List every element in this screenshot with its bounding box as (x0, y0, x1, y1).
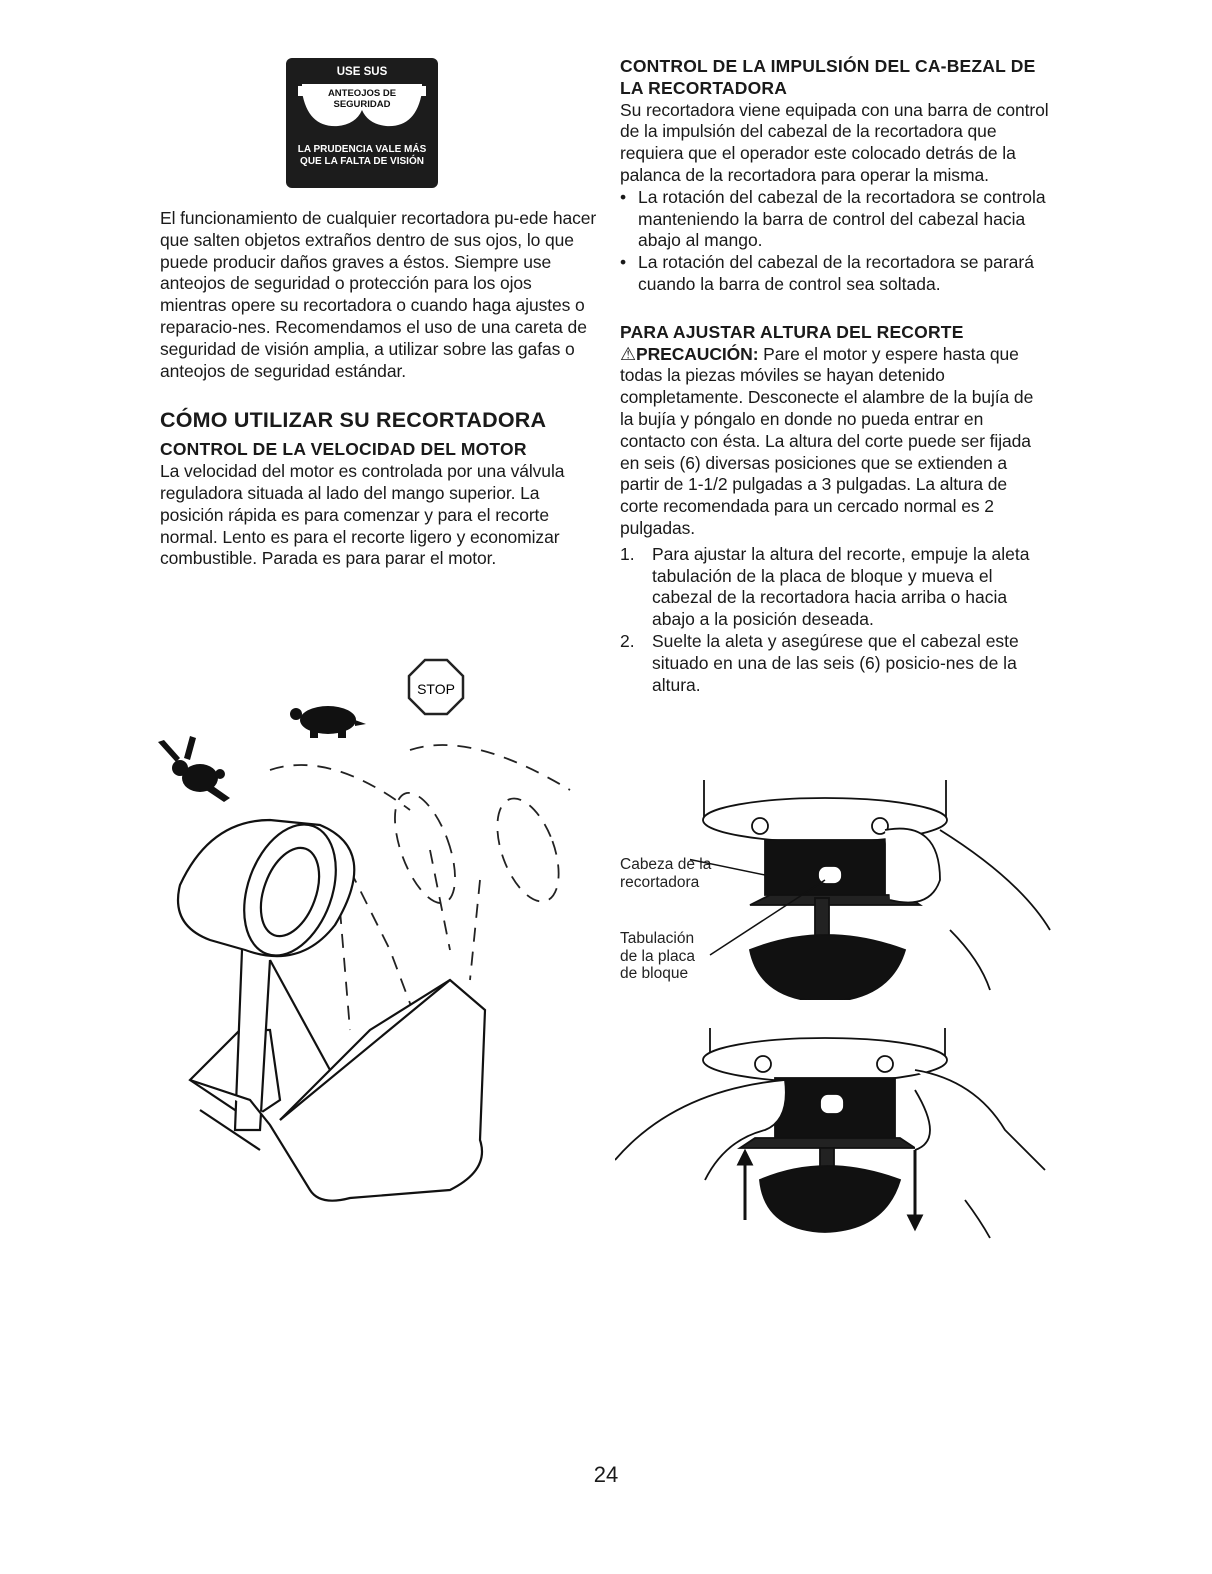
list-item: 2. Suelte la aleta y asegúrese que el cabezal este situado en una de las seis (6) posicio-nes de la altura. (620, 630, 1019, 695)
warning-triangle-icon: ⚠ (620, 343, 637, 364)
how-to-use-heading: CÓMO UTILIZAR SU RECORTADORA (160, 408, 547, 433)
badge-bottom-text: LA PRUDENCIA VALE MÁS QUE LA FALTA DE VISIÓN (297, 144, 427, 167)
drive-control-bullets (620, 187, 1050, 296)
engine-speed-paragraph: La velocidad del motor es controlada por una válvula reguladora situada al lado del mango superior. La posición rápida es para comenzar y para el recorte normal. Lento es para el recorte ligero y economizar combustible. Parada es para parar el motor. (160, 461, 565, 569)
trimmer-head-illustration-top (690, 770, 1060, 1000)
rabbit-icon (158, 736, 230, 802)
badge-top-text: USE SUS (336, 66, 388, 78)
list-item: 1. Para ajustar la altura del recorte, empuje la aleta tabulación de la placa de bloque y mueva el cabezal de la recortadora hacia arriba o hacia abajo a la posición deseada. (620, 543, 1030, 630)
right-column (620, 56, 1050, 696)
list-item: • La rotación del cabezal de la recortadora se controla manteniendo la barra de control del cabezal hacia abajo al mango. (620, 186, 1046, 251)
badge-mid-text: ANTEOJOS DE SEGURIDAD (327, 88, 397, 110)
caution-label: PRECAUCIÓN: (636, 343, 759, 364)
drive-control-paragraph: Su recortadora viene equipada con una barra de control de la impulsión del cabezal de la recortadora que requiera que el operador este colocado detrás de la palanca de la recortadora para operar la misma. (620, 99, 1049, 185)
cut-height-heading: PARA AJUSTAR ALTURA DEL RECORTE (620, 321, 964, 342)
drive-control-heading: CONTROL DE LA IMPULSIÓN DEL CA-BEZAL DE LA RECORTADORA (620, 56, 1036, 98)
left-column (160, 208, 600, 570)
trimmer-head-illustration-bottom (615, 1020, 1055, 1250)
engine-speed-heading: CONTROL DE LA VELOCIDAD DEL MOTOR (160, 439, 527, 460)
caution-paragraph (620, 344, 1050, 540)
stop-sign-icon (409, 660, 463, 714)
stop-label: STOP (417, 681, 455, 697)
page-number: 24 (593, 1462, 619, 1487)
list-item: • La rotación del cabezal de la recortadora se parará cuando la barra de control sea soltada. (620, 252, 1034, 294)
safety-glasses-badge (286, 58, 438, 188)
throttle-illustration (150, 650, 620, 1210)
turtle-icon (290, 706, 366, 738)
height-steps (620, 544, 1050, 697)
eye-safety-paragraph: El funcionamiento de cualquier recortadora pu-ede hacer que salten objetos extraños dentro de sus ojos, lo que puede producir daños graves a éstos. Siempre use anteojos de seguridad o protección para los ojos mientras opere su recortadora o cuando haga ajustes o reparacio-nes. Recomendamos el uso de una careta de seguridad de visión amplia, a utilizar sobre las gafas o anteojos de seguridad estándar. (160, 208, 597, 381)
tab-caption: Tabulación de la placa de bloque (620, 930, 695, 982)
head-caption: Cabeza de la recortadora (620, 856, 712, 891)
caution-text: Pare el motor y espere hasta que todas la piezas móviles se hayan detenido completamente. Desconecte el alambre de la bujía de la bujía y póngalo en donde no pueda entrar en contacto con ésta. La altura del corte puede ser fijada en seis (6) diversas posiciones que se extienden a partir de 1-1/2 pulgadas a 3 pulgadas. La altura de corte recomendada para un cercado normal es 2 pulgadas. (620, 343, 1034, 538)
